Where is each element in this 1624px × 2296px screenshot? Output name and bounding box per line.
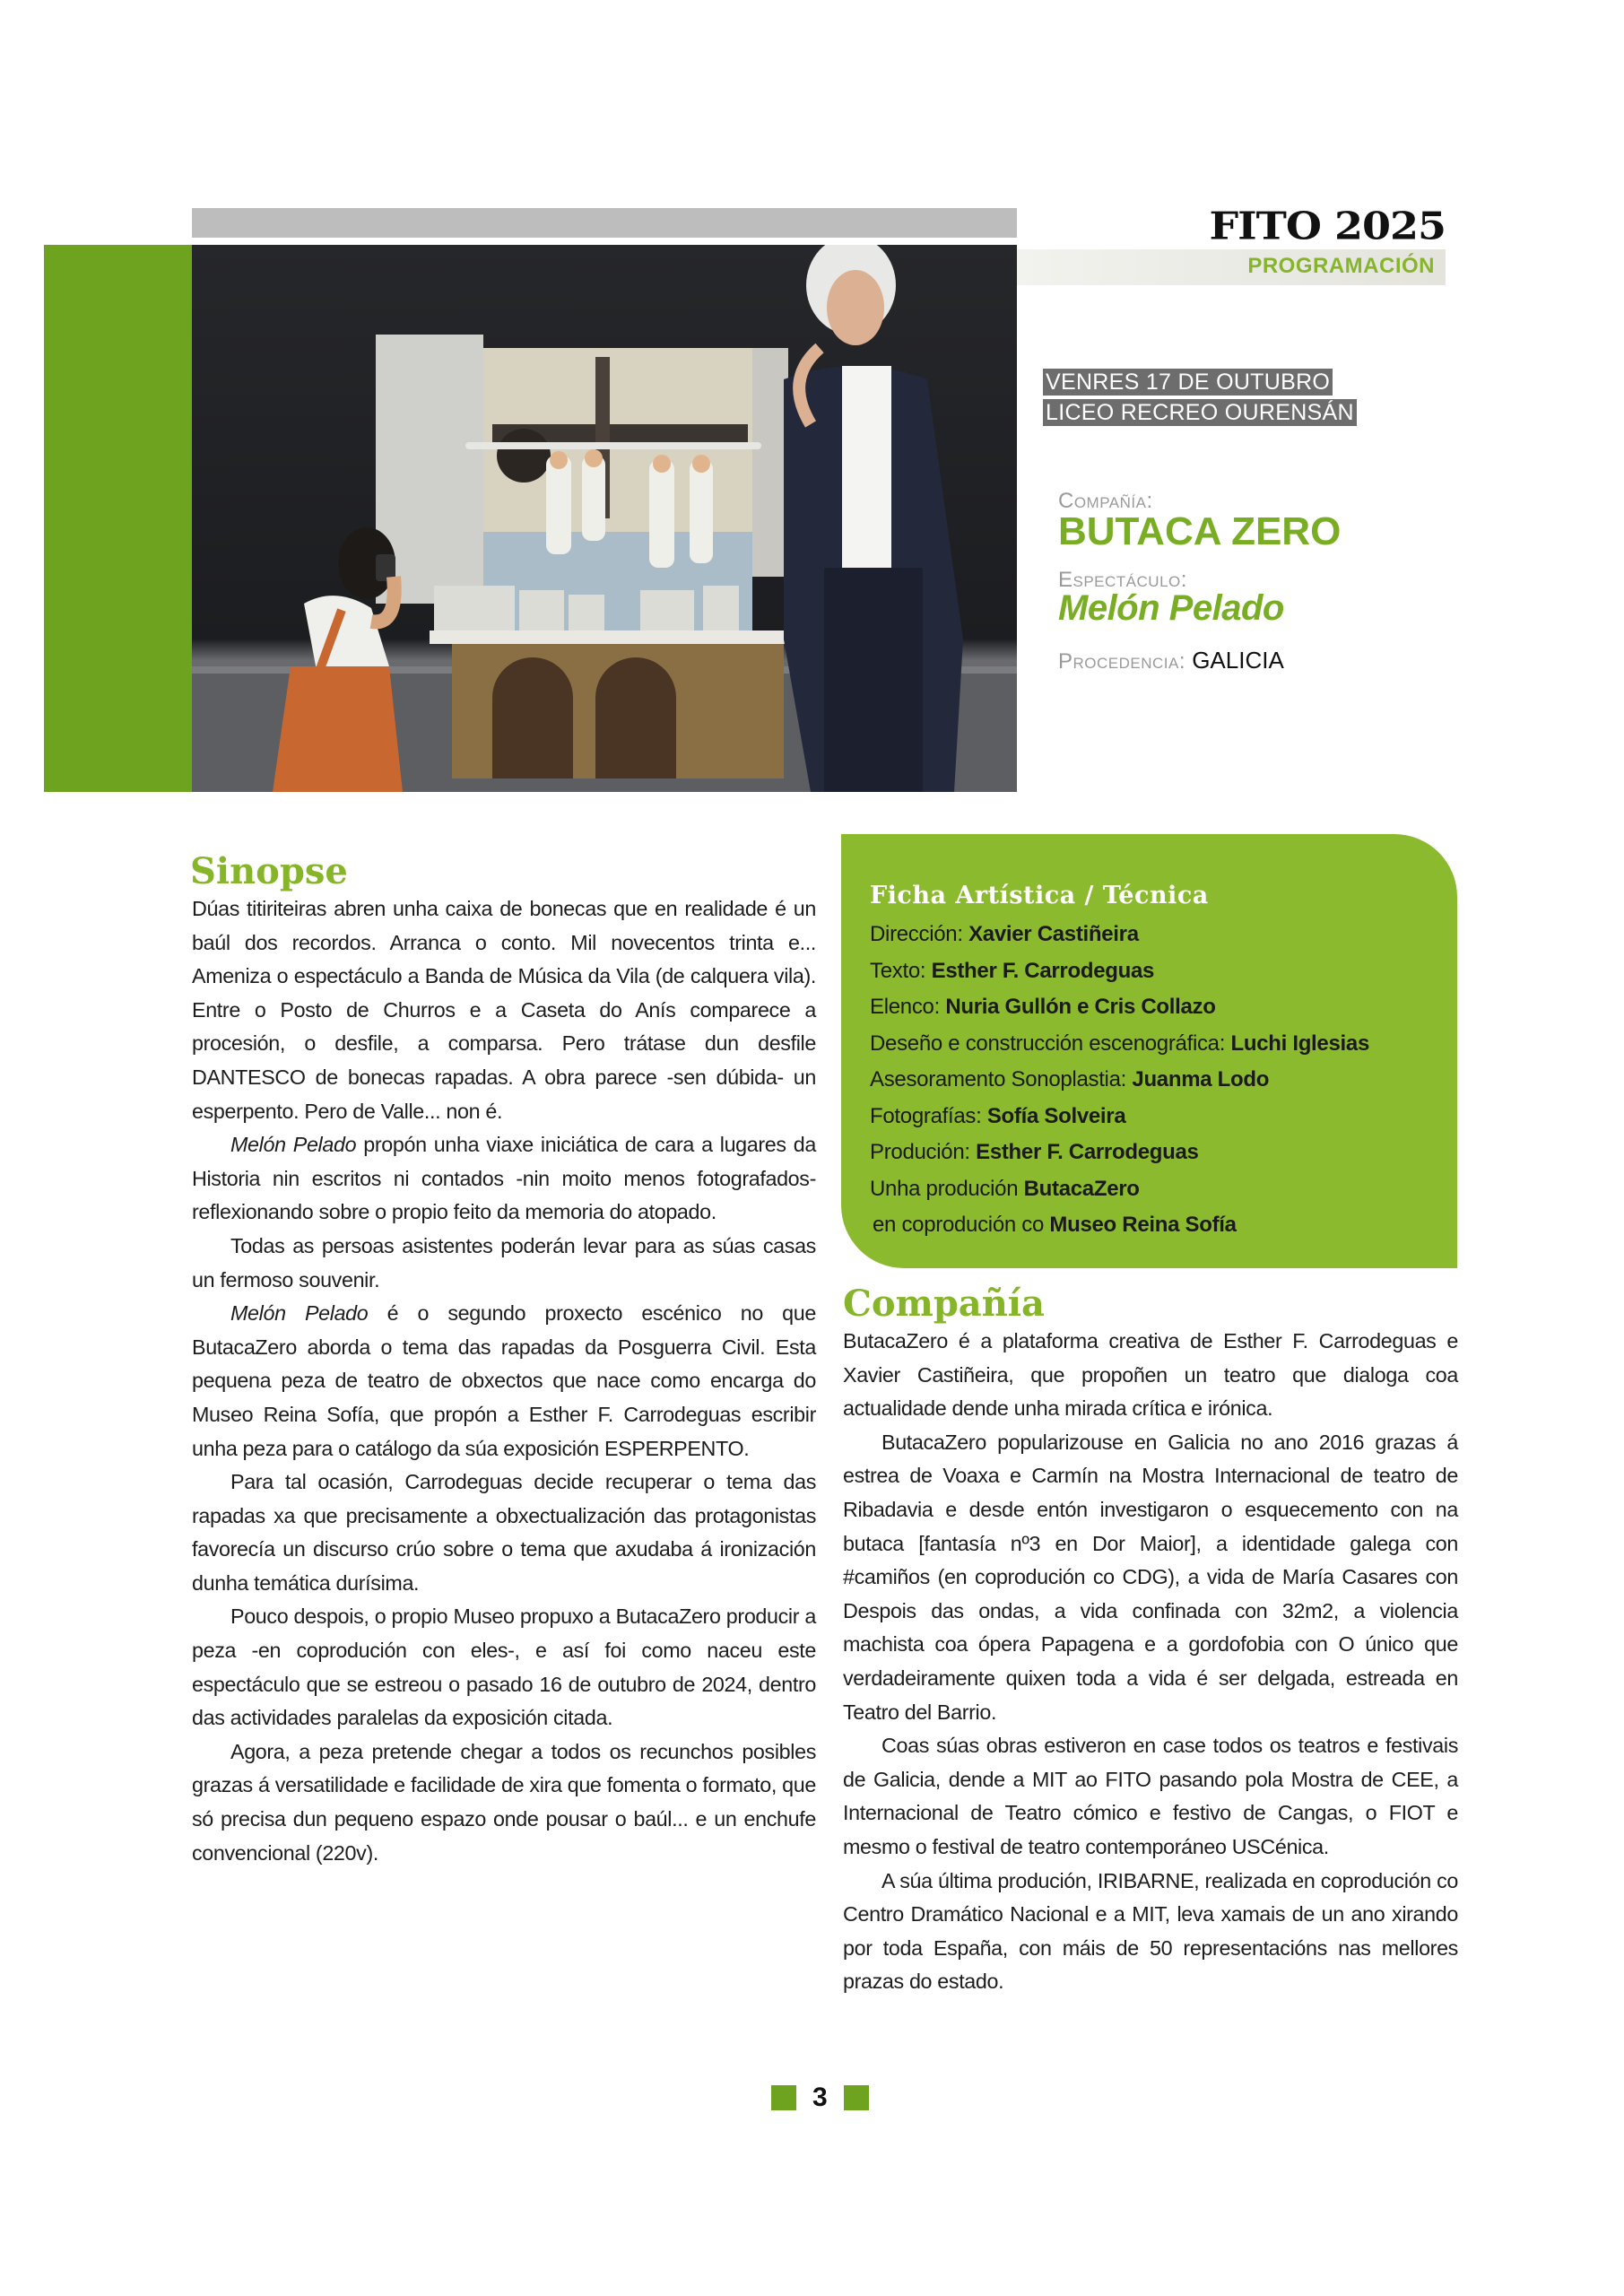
- paragraph-text: é o segundo proxecto escénico no que ButacaZero aborda o tema das rapadas da Posguerra Civil. Esta pequena peza de teatro de obxectos que nace como encarga do Museo Reina Sofía, que propón a Esther F. Carrodeguas escribir unha peza para o catálogo da súa exposición ESPERPENTO.: [192, 1301, 816, 1460]
- green-square-icon: [844, 2085, 869, 2110]
- ficha-heading: Ficha Artística / Técnica: [870, 882, 1209, 909]
- paragraph-text: Dúas titiriteiras abren unha caixa de bonecas que en realidade é un baúl dos recordos. Arranca o conto. Mil novecentos trinta e... Ameniza o espectáculo a Banda de Música da Vila (de calquera vila). Entre o Posto de Churros e a Caseta do Anís comparece a procesión, o desfile, a comparsa. Pero trátase dun desfile DANTESCO de bonecas rapadas. A obra parece -sen dúbida- un esperpento. Pero de Valle... non é.: [192, 897, 816, 1123]
- trunk-top: [430, 631, 788, 644]
- section-label-band: [1017, 249, 1446, 285]
- ficha-credits-list: [870, 917, 1369, 1244]
- credit-row: [870, 917, 1369, 953]
- paragraph-text: Todas as persoas asistentes poderán levar para as súas casas un fermoso souvenir.: [192, 1233, 816, 1292]
- sinopse-paragraph: [192, 1465, 816, 1600]
- sinopse-paragraph: [192, 1600, 816, 1735]
- paragraph-text: Pouco despois, o propio Museo propuxo a ButacaZero producir a peza -en coprodución con eles-, e así foi como naceu este espectáculo que se estreou o pasado 16 de outubro de 2024, dentro das actividades paralelas da exposición citada.: [192, 1605, 816, 1730]
- credit-value: Xavier Castiñeira: [968, 922, 1139, 946]
- compania-heading: Compañía: [843, 1283, 1045, 1325]
- sinopse-paragraph: [192, 1230, 816, 1297]
- sinopse-paragraph: [192, 1297, 816, 1465]
- page-number: 3: [812, 2083, 828, 2112]
- credit-value: Esther F. Carrodeguas: [931, 958, 1155, 983]
- credit-label: Deseño e construcción escenográfica:: [870, 1031, 1231, 1056]
- show-label: Espectáculo:: [1058, 568, 1187, 592]
- credit-label: Fotografías:: [870, 1103, 987, 1128]
- credit-value: Esther F. Carrodeguas: [976, 1140, 1199, 1164]
- credit-label: Asesoramento Sonoplastia:: [870, 1067, 1133, 1091]
- credit-row: [870, 1171, 1369, 1208]
- stage-photo: [192, 245, 1017, 792]
- credit-row: [870, 1207, 1369, 1244]
- company-name: BUTACA ZERO: [1058, 509, 1342, 553]
- decorative-green-strip: [44, 245, 192, 792]
- credit-row: [870, 989, 1369, 1026]
- sinopse-paragraph: [192, 892, 816, 1128]
- credit-label: en coprodución co: [873, 1213, 1050, 1237]
- sinopse-paragraph: [192, 1128, 816, 1230]
- paragraph-text: propón unha viaxe iniciática de cara a lugares da Historia nin escritos ni contados -nin moito menos fotografados- reflexionando sobre o propio feito da memoria do atopado.: [192, 1133, 816, 1224]
- page-footer: [771, 2083, 869, 2113]
- credit-row: [870, 1062, 1369, 1099]
- credit-value: Luchi Iglesias: [1230, 1031, 1369, 1056]
- origin-row: [1058, 647, 1284, 674]
- sinopse-body: [192, 892, 816, 1870]
- compania-paragraph: ButacaZero é a plataforma creativa de Esther F. Carrodeguas e Xavier Castiñeira, que propoñen un teatro que dialoga coa actualidade dende unha mirada crítica e irónica.: [843, 1329, 1458, 1421]
- credit-row: [870, 953, 1369, 990]
- compania-paragraph: Coas súas obras estiveron en case todos os teatros e festivais de Galicia, dende a MIT ao FITO pasando pola Mostra de CEE, a Internacional de Teatro cómico e festivo de Cangas, o FIOT e mesmo o festival de teatro contemporáneo USCénica.: [843, 1734, 1458, 1858]
- italic-lead: Melón Pelado: [230, 1133, 357, 1157]
- compania-paragraph: ButacaZero popularizouse en Galicia no ano 2016 grazas á estrea de Voaxa e Carmín na Mostra Internacional de teatro de Ribadavia e desde entón investigaron o esquecemento con na butaca [fantasía nº3 en Dor Maior], a identidade galega con #camiños (en coprodución co CDG), a vida de María Casares con Despois das ondas, a vida confinada con 32m2, a violencia machista coa ópera Papagena e a gordofobia con O único que verdadeiramente quixen toda a vida é ser delgada, estreada en Teatro del Barrio.: [843, 1430, 1458, 1724]
- credit-row: [870, 1099, 1369, 1135]
- event-venue: LICEO RECREO OURENSÁN: [1043, 399, 1357, 426]
- credit-label: Dirección:: [870, 922, 969, 946]
- show-name: Melón Pelado: [1058, 588, 1284, 628]
- paragraph-text: Para tal ocasión, Carrodeguas decide recuperar o tema das rapadas xa que precisamente a obxectualización das protagonistas favorecía un discurso crúo sobre o tema que axudaba á ironización dunha temática durísima.: [192, 1470, 816, 1595]
- credit-row: [870, 1135, 1369, 1171]
- paragraph-text: Agora, a peza pretende chegar a todos os recunchos posibles grazas á versatilidade e facilidade de xira que fomenta o formato, que só precisa dun pequeno espazo onde pousar o baúl... e un enchufe convencional (220v).: [192, 1739, 816, 1865]
- credit-value: Nuria Gullón e Cris Collazo: [945, 995, 1216, 1019]
- credit-label: Texto:: [870, 958, 932, 983]
- credit-label: Produción:: [870, 1140, 977, 1164]
- sinopse-heading: Sinopse: [190, 850, 348, 892]
- credit-label: Elenco:: [870, 995, 946, 1019]
- festival-title: FITO 2025: [1209, 204, 1446, 248]
- italic-lead: Melón Pelado: [230, 1301, 369, 1326]
- compania-body: [843, 1325, 1458, 1999]
- credit-label: Unha produción: [870, 1176, 1024, 1201]
- credit-value: Sofía Solveira: [986, 1103, 1126, 1128]
- credit-value: ButacaZero: [1023, 1176, 1140, 1201]
- company-label: Compañía:: [1058, 489, 1153, 513]
- credit-value: Juanma Lodo: [1132, 1067, 1270, 1091]
- event-date: VENRES 17 DE OUTUBRO: [1043, 369, 1333, 396]
- green-square-icon: [771, 2085, 796, 2110]
- credit-row: [870, 1026, 1369, 1063]
- header-gray-bar: [192, 208, 1017, 238]
- sinopse-paragraph: [192, 1735, 816, 1870]
- origin-value: GALICIA: [1192, 647, 1284, 674]
- compania-paragraph: A súa última produción, IRIBARNE, realizada en coprodución co Centro Dramático Nacional e a MIT, leva xamais de un ano xirando por toda España, con máis de 50 representacións nas mellores prazas do estado.: [843, 1868, 1458, 1994]
- ficha-artistica-box: [841, 834, 1457, 1268]
- section-label: PROGRAMACIÓN: [1247, 254, 1435, 278]
- credit-value: Museo Reina Sofía: [1049, 1213, 1237, 1237]
- origin-label: Procedencia:: [1058, 649, 1186, 674]
